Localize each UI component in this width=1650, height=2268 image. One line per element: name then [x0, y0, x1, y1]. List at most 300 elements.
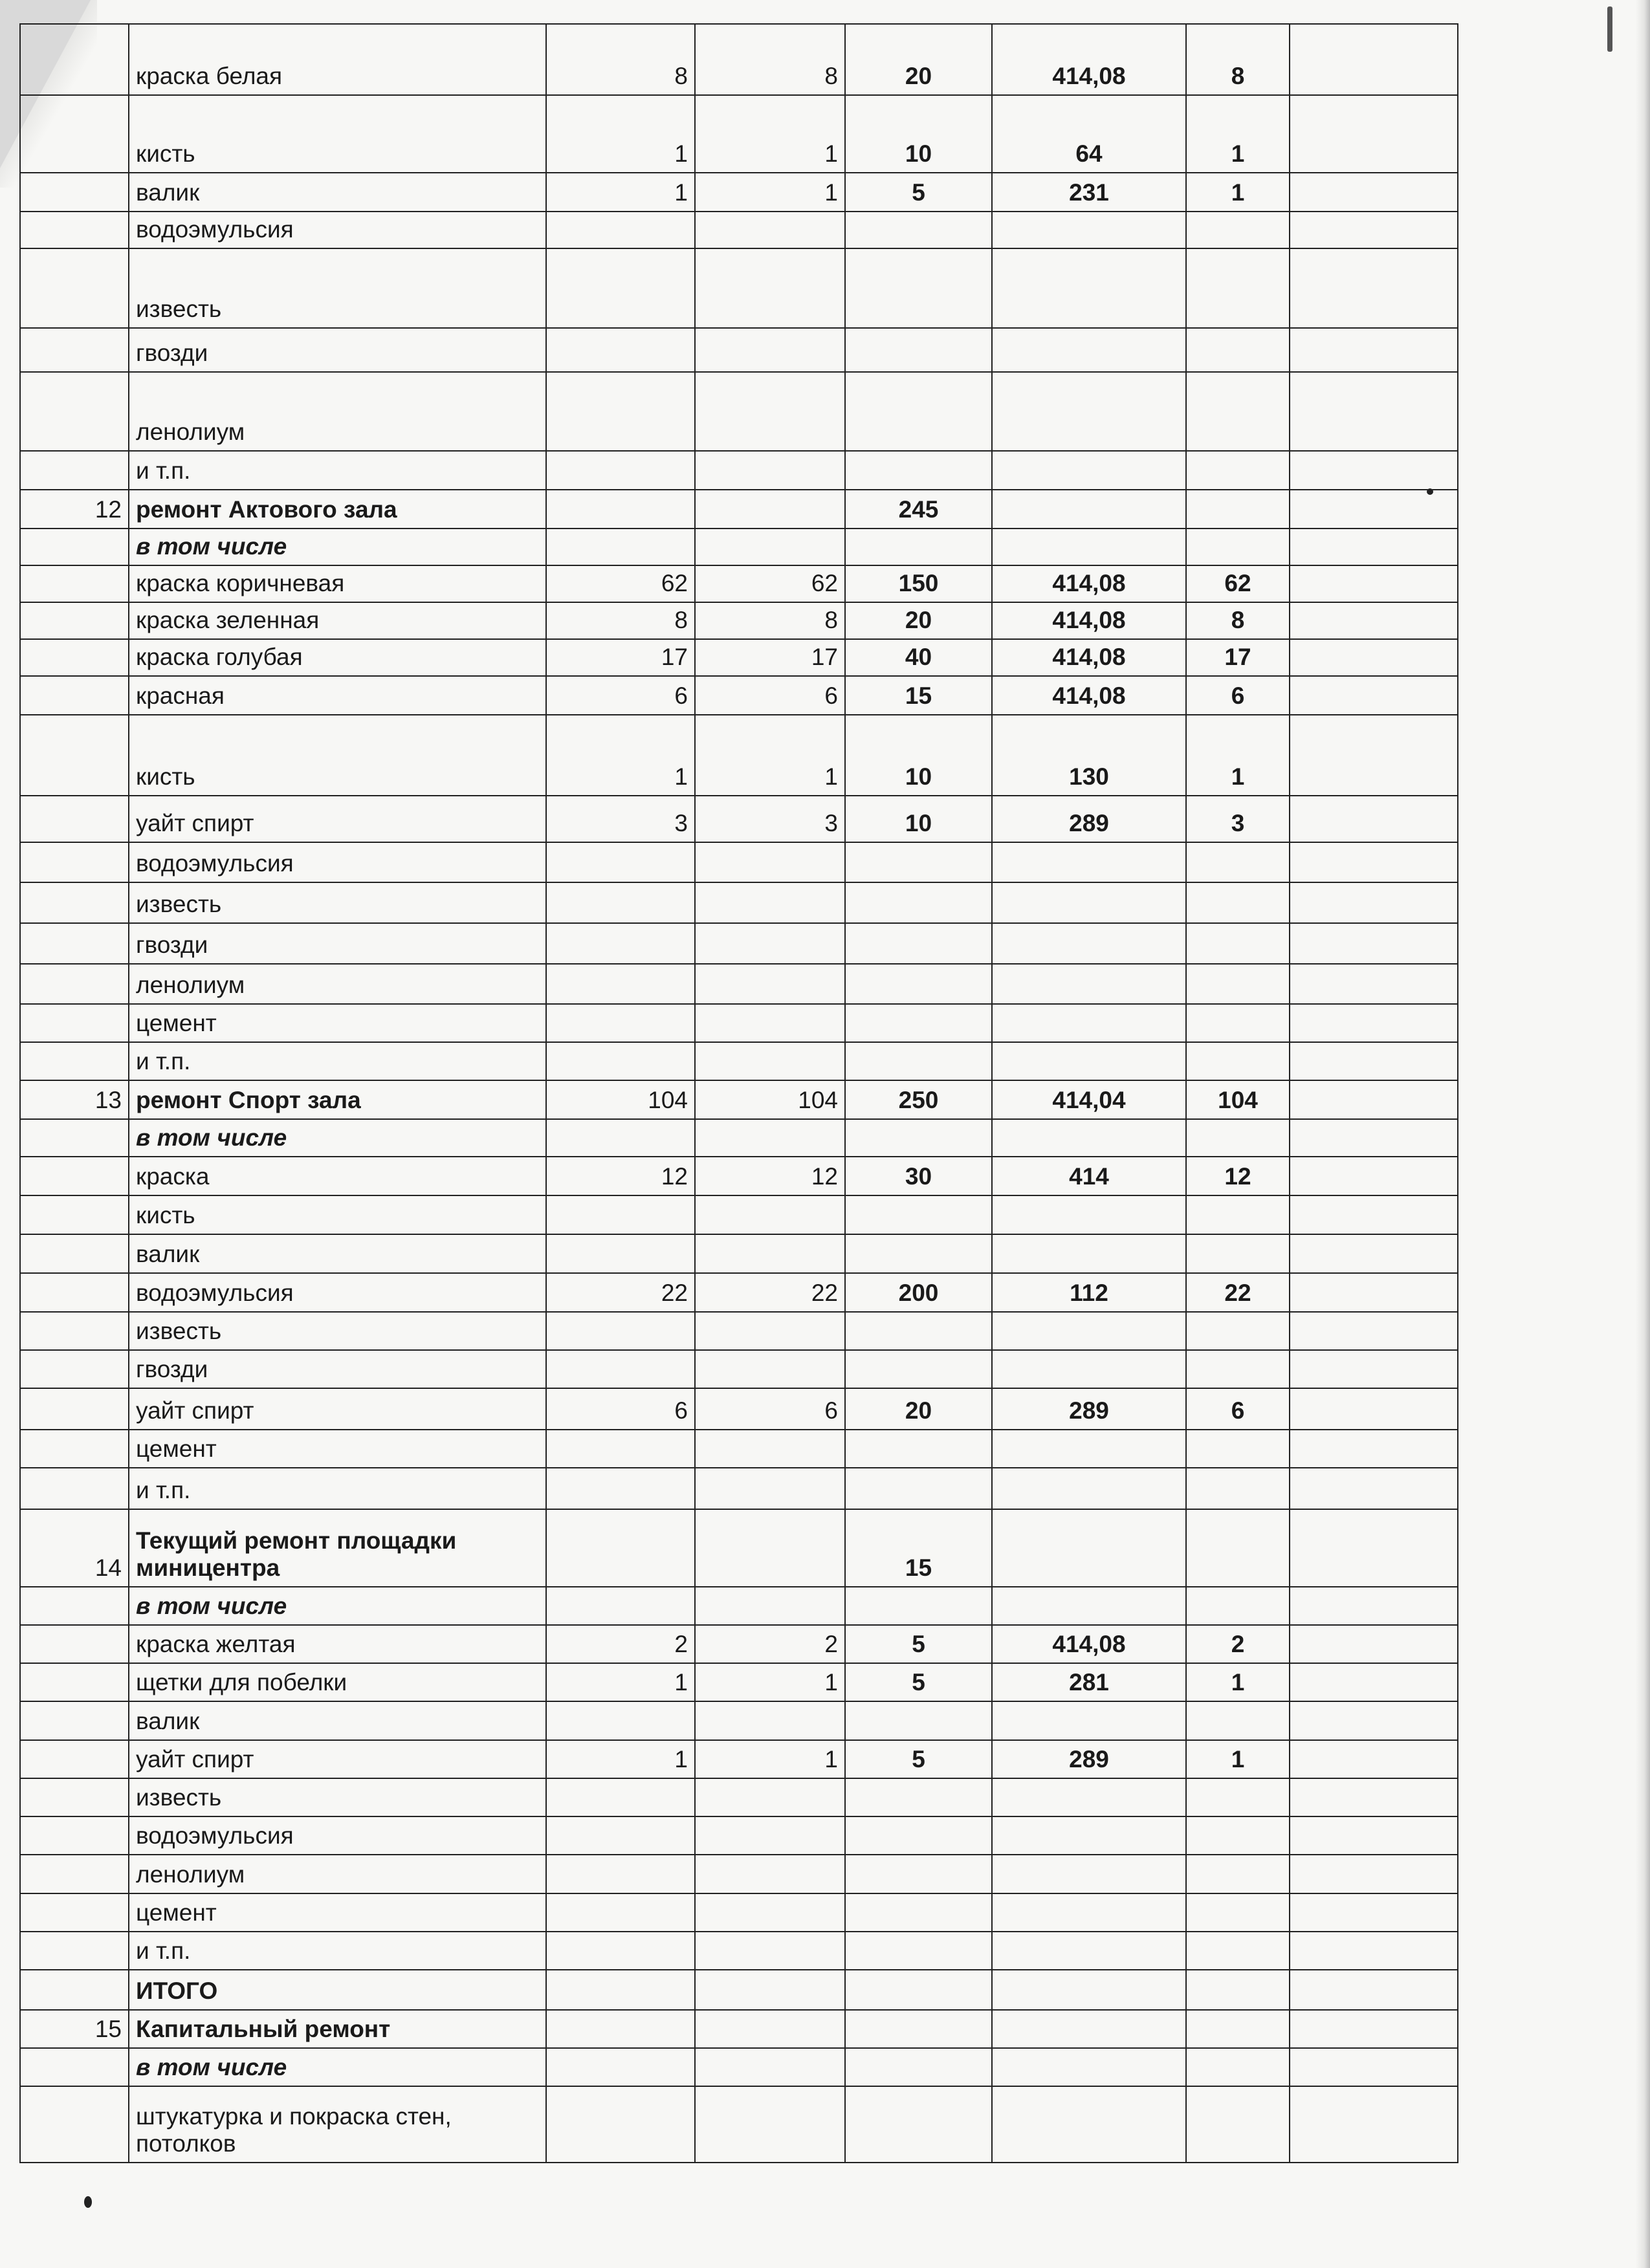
scan-edge — [1636, 0, 1650, 2268]
item-name: гвозди — [129, 328, 546, 372]
empty-cell — [1290, 95, 1458, 173]
table-row — [20, 796, 1458, 842]
section-title: ремонт Актового зала — [129, 490, 546, 529]
empty-cell — [1290, 1855, 1458, 1893]
table-row — [20, 1625, 1458, 1663]
empty-cell — [1290, 1970, 1458, 2010]
table-row — [20, 248, 1458, 328]
sum-value — [845, 1234, 992, 1273]
unit-price — [992, 1042, 1186, 1080]
row-number — [20, 1195, 129, 1234]
qty-actual — [695, 964, 845, 1004]
unit-price — [992, 490, 1186, 529]
item-name: кисть — [129, 1195, 546, 1234]
empty-cell — [1290, 923, 1458, 964]
empty-cell — [1290, 1195, 1458, 1234]
qty-issued: 2 — [1186, 1625, 1290, 1663]
empty-cell — [1290, 1273, 1458, 1312]
repair-materials-table — [19, 23, 1458, 2163]
row-number: 15 — [20, 2010, 129, 2048]
qty-planned — [546, 2010, 695, 2048]
unit-price: 112 — [992, 1273, 1186, 1312]
qty-issued — [1186, 1195, 1290, 1234]
table-row — [20, 1816, 1458, 1855]
sum-value — [845, 372, 992, 451]
table-row — [20, 565, 1458, 602]
item-name: и т.п. — [129, 451, 546, 490]
row-number — [20, 1430, 129, 1468]
item-name: цемент — [129, 1430, 546, 1468]
empty-cell — [1290, 1350, 1458, 1388]
sum-value — [845, 1195, 992, 1234]
table-row — [20, 1509, 1458, 1587]
qty-issued — [1186, 248, 1290, 328]
qty-actual — [695, 490, 845, 529]
item-name: красная — [129, 676, 546, 715]
qty-actual: 1 — [695, 1663, 845, 1701]
row-number — [20, 1350, 129, 1388]
qty-actual — [695, 1468, 845, 1509]
item-name: и т.п. — [129, 1042, 546, 1080]
unit-price — [992, 1004, 1186, 1042]
qty-issued — [1186, 1816, 1290, 1855]
unit-price — [992, 1893, 1186, 1932]
qty-issued — [1186, 964, 1290, 1004]
table-row — [20, 1234, 1458, 1273]
qty-actual: 8 — [695, 24, 845, 95]
qty-actual: 1 — [695, 95, 845, 173]
table-row — [20, 1080, 1458, 1119]
row-number — [20, 639, 129, 676]
empty-cell — [1290, 639, 1458, 676]
table-row — [20, 2048, 1458, 2086]
qty-planned — [546, 1195, 695, 1234]
qty-issued: 1 — [1186, 173, 1290, 212]
sum-value — [845, 1004, 992, 1042]
item-name: ленолиум — [129, 964, 546, 1004]
qty-planned — [546, 212, 695, 248]
empty-cell — [1290, 1816, 1458, 1855]
qty-actual: 1 — [695, 1740, 845, 1778]
qty-actual — [695, 1234, 845, 1273]
qty-issued — [1186, 490, 1290, 529]
item-name: известь — [129, 248, 546, 328]
qty-planned — [546, 451, 695, 490]
unit-price: 289 — [992, 1740, 1186, 1778]
qty-planned: 1 — [546, 1663, 695, 1701]
qty-planned — [546, 1312, 695, 1350]
table-row — [20, 1970, 1458, 2010]
empty-cell — [1290, 173, 1458, 212]
item-name: кисть — [129, 715, 546, 796]
sum-value: 250 — [845, 1080, 992, 1119]
sum-value: 5 — [845, 173, 992, 212]
sum-value: 20 — [845, 1388, 992, 1430]
item-name: кисть — [129, 95, 546, 173]
empty-cell — [1290, 676, 1458, 715]
row-number — [20, 1234, 129, 1273]
qty-actual — [695, 372, 845, 451]
sum-value: 40 — [845, 639, 992, 676]
table-row — [20, 923, 1458, 964]
item-name: гвозди — [129, 923, 546, 964]
sum-value — [845, 1893, 992, 1932]
qty-planned: 8 — [546, 602, 695, 639]
sum-value — [845, 1970, 992, 2010]
qty-actual — [695, 842, 845, 882]
empty-cell — [1290, 451, 1458, 490]
table-row — [20, 1701, 1458, 1740]
qty-actual: 12 — [695, 1157, 845, 1195]
table-body — [20, 24, 1458, 2163]
qty-planned — [546, 1119, 695, 1157]
table-row — [20, 1468, 1458, 1509]
table-row — [20, 1195, 1458, 1234]
qty-issued — [1186, 842, 1290, 882]
sum-value — [845, 1042, 992, 1080]
qty-planned — [546, 1970, 695, 2010]
unit-price — [992, 212, 1186, 248]
empty-cell — [1290, 248, 1458, 328]
qty-issued: 3 — [1186, 796, 1290, 842]
row-number — [20, 1740, 129, 1778]
table-row — [20, 328, 1458, 372]
qty-issued — [1186, 1855, 1290, 1893]
unit-price — [992, 882, 1186, 923]
empty-cell — [1290, 1119, 1458, 1157]
unit-price: 130 — [992, 715, 1186, 796]
sum-value — [845, 1312, 992, 1350]
sum-value: 10 — [845, 715, 992, 796]
row-number — [20, 602, 129, 639]
empty-cell — [1290, 565, 1458, 602]
empty-cell — [1290, 1778, 1458, 1816]
qty-planned: 6 — [546, 1388, 695, 1430]
empty-cell — [1290, 2086, 1458, 2163]
scan-speck — [84, 2196, 92, 2208]
item-name: водоэмульсия — [129, 842, 546, 882]
table-row — [20, 1388, 1458, 1430]
unit-price: 414,08 — [992, 602, 1186, 639]
empty-cell — [1290, 964, 1458, 1004]
empty-cell — [1290, 1004, 1458, 1042]
qty-planned — [546, 964, 695, 1004]
qty-actual — [695, 451, 845, 490]
qty-planned — [546, 1893, 695, 1932]
qty-planned — [546, 1816, 695, 1855]
qty-issued — [1186, 1468, 1290, 1509]
table-row — [20, 1273, 1458, 1312]
qty-actual — [695, 1855, 845, 1893]
qty-actual: 62 — [695, 565, 845, 602]
item-name: валик — [129, 1234, 546, 1273]
item-name: гвозди — [129, 1350, 546, 1388]
qty-actual: 6 — [695, 676, 845, 715]
qty-actual: 2 — [695, 1625, 845, 1663]
qty-issued — [1186, 1970, 1290, 2010]
unit-price — [992, 1119, 1186, 1157]
item-name: известь — [129, 882, 546, 923]
empty-cell — [1290, 1509, 1458, 1587]
row-number — [20, 1004, 129, 1042]
qty-issued — [1186, 1004, 1290, 1042]
empty-cell — [1290, 1701, 1458, 1740]
qty-actual — [695, 1932, 845, 1970]
qty-actual — [695, 2010, 845, 2048]
empty-cell — [1290, 1080, 1458, 1119]
qty-actual — [695, 1119, 845, 1157]
item-name: краска коричневая — [129, 565, 546, 602]
row-number — [20, 923, 129, 964]
qty-issued — [1186, 1587, 1290, 1625]
item-name: водоэмульсия — [129, 212, 546, 248]
table-row — [20, 212, 1458, 248]
qty-actual — [695, 248, 845, 328]
unit-price — [992, 2048, 1186, 2086]
qty-planned — [546, 1701, 695, 1740]
section-title: ИТОГО — [129, 1970, 546, 2010]
empty-cell — [1290, 715, 1458, 796]
row-number — [20, 2048, 129, 2086]
item-name: водоэмульсия — [129, 1273, 546, 1312]
sum-value — [845, 1932, 992, 1970]
row-number — [20, 1778, 129, 1816]
row-number: 13 — [20, 1080, 129, 1119]
subheading: в том числе — [129, 1587, 546, 1625]
subheading: в том числе — [129, 529, 546, 565]
qty-issued — [1186, 1234, 1290, 1273]
unit-price — [992, 1312, 1186, 1350]
qty-planned: 1 — [546, 95, 695, 173]
row-number: 12 — [20, 490, 129, 529]
unit-price: 281 — [992, 1663, 1186, 1701]
sum-value: 20 — [845, 24, 992, 95]
table-row — [20, 24, 1458, 95]
sum-value — [845, 923, 992, 964]
qty-actual — [695, 1587, 845, 1625]
table-row — [20, 639, 1458, 676]
table-row — [20, 1157, 1458, 1195]
qty-actual — [695, 2086, 845, 2163]
table-row — [20, 842, 1458, 882]
qty-issued: 62 — [1186, 565, 1290, 602]
empty-cell — [1290, 212, 1458, 248]
empty-cell — [1290, 1740, 1458, 1778]
sum-value — [845, 842, 992, 882]
qty-planned: 1 — [546, 715, 695, 796]
empty-cell — [1290, 882, 1458, 923]
qty-actual — [695, 1195, 845, 1234]
qty-issued — [1186, 328, 1290, 372]
empty-cell — [1290, 842, 1458, 882]
sum-value — [845, 451, 992, 490]
subheading: в том числе — [129, 1119, 546, 1157]
table-row — [20, 372, 1458, 451]
empty-cell — [1290, 1234, 1458, 1273]
table-row — [20, 173, 1458, 212]
unit-price: 414,08 — [992, 639, 1186, 676]
qty-planned: 104 — [546, 1080, 695, 1119]
row-number — [20, 1816, 129, 1855]
item-name: цемент — [129, 1893, 546, 1932]
unit-price: 289 — [992, 796, 1186, 842]
qty-planned: 8 — [546, 24, 695, 95]
qty-planned: 22 — [546, 1273, 695, 1312]
row-number — [20, 1855, 129, 1893]
sum-value — [845, 1587, 992, 1625]
qty-issued: 17 — [1186, 639, 1290, 676]
unit-price: 414 — [992, 1157, 1186, 1195]
qty-actual — [695, 1778, 845, 1816]
empty-cell — [1290, 328, 1458, 372]
qty-actual — [695, 328, 845, 372]
item-name: уайт спирт — [129, 1388, 546, 1430]
empty-cell — [1290, 1932, 1458, 1970]
qty-planned — [546, 882, 695, 923]
qty-planned — [546, 1855, 695, 1893]
qty-issued: 6 — [1186, 1388, 1290, 1430]
qty-actual — [695, 1701, 845, 1740]
unit-price — [992, 2086, 1186, 2163]
qty-issued: 1 — [1186, 1740, 1290, 1778]
empty-cell — [1290, 1430, 1458, 1468]
item-name: краска белая — [129, 24, 546, 95]
row-number — [20, 1468, 129, 1509]
item-name: водоэмульсия — [129, 1816, 546, 1855]
qty-issued: 22 — [1186, 1273, 1290, 1312]
qty-issued — [1186, 1509, 1290, 1587]
qty-planned: 1 — [546, 1740, 695, 1778]
qty-planned — [546, 1468, 695, 1509]
row-number — [20, 248, 129, 328]
qty-actual — [695, 882, 845, 923]
item-name: и т.п. — [129, 1468, 546, 1509]
row-number — [20, 1388, 129, 1430]
sum-value: 30 — [845, 1157, 992, 1195]
unit-price — [992, 923, 1186, 964]
qty-planned — [546, 328, 695, 372]
qty-planned: 12 — [546, 1157, 695, 1195]
qty-planned — [546, 842, 695, 882]
qty-issued — [1186, 212, 1290, 248]
qty-planned — [546, 1778, 695, 1816]
empty-cell — [1290, 529, 1458, 565]
row-number — [20, 796, 129, 842]
empty-cell — [1290, 1625, 1458, 1663]
row-number — [20, 328, 129, 372]
qty-actual — [695, 1893, 845, 1932]
qty-issued — [1186, 529, 1290, 565]
qty-actual — [695, 1312, 845, 1350]
empty-cell — [1290, 372, 1458, 451]
empty-cell — [1290, 796, 1458, 842]
unit-price: 414,08 — [992, 565, 1186, 602]
sum-value: 5 — [845, 1625, 992, 1663]
row-number — [20, 1701, 129, 1740]
section-title: ремонт Спорт зала — [129, 1080, 546, 1119]
unit-price — [992, 964, 1186, 1004]
sum-value: 10 — [845, 95, 992, 173]
item-name: валик — [129, 173, 546, 212]
empty-cell — [1290, 1587, 1458, 1625]
item-name: уайт спирт — [129, 796, 546, 842]
qty-planned — [546, 372, 695, 451]
sum-value — [845, 964, 992, 1004]
empty-cell — [1290, 490, 1458, 529]
qty-actual: 1 — [695, 173, 845, 212]
table-row — [20, 1932, 1458, 1970]
row-number — [20, 173, 129, 212]
row-number — [20, 24, 129, 95]
qty-actual: 6 — [695, 1388, 845, 1430]
empty-cell — [1290, 1893, 1458, 1932]
qty-actual: 22 — [695, 1273, 845, 1312]
table-row — [20, 2086, 1458, 2163]
unit-price — [992, 1195, 1186, 1234]
item-name: уайт спирт — [129, 1740, 546, 1778]
table-row — [20, 1004, 1458, 1042]
qty-actual: 104 — [695, 1080, 845, 1119]
empty-cell — [1290, 1468, 1458, 1509]
row-number — [20, 1970, 129, 2010]
sum-value: 15 — [845, 676, 992, 715]
qty-planned — [546, 1430, 695, 1468]
qty-issued — [1186, 372, 1290, 451]
unit-price: 64 — [992, 95, 1186, 173]
qty-actual: 3 — [695, 796, 845, 842]
qty-planned — [546, 1042, 695, 1080]
qty-actual — [695, 1004, 845, 1042]
sum-value — [845, 248, 992, 328]
qty-actual — [695, 1816, 845, 1855]
qty-issued: 104 — [1186, 1080, 1290, 1119]
table-row — [20, 676, 1458, 715]
row-number — [20, 451, 129, 490]
unit-price — [992, 1350, 1186, 1388]
unit-price — [992, 1234, 1186, 1273]
sum-value — [845, 1119, 992, 1157]
qty-actual — [695, 1509, 845, 1587]
item-name: известь — [129, 1778, 546, 1816]
table-row — [20, 95, 1458, 173]
unit-price — [992, 1970, 1186, 2010]
empty-cell — [1290, 24, 1458, 95]
unit-price — [992, 1932, 1186, 1970]
qty-planned: 62 — [546, 565, 695, 602]
row-number — [20, 2086, 129, 2163]
qty-planned — [546, 1509, 695, 1587]
table-row — [20, 1350, 1458, 1388]
qty-actual — [695, 2048, 845, 2086]
unit-price — [992, 1855, 1186, 1893]
sum-value — [845, 1778, 992, 1816]
row-number — [20, 212, 129, 248]
unit-price — [992, 328, 1186, 372]
table-row — [20, 490, 1458, 529]
unit-price — [992, 248, 1186, 328]
qty-issued: 8 — [1186, 602, 1290, 639]
row-number — [20, 715, 129, 796]
sum-value — [845, 328, 992, 372]
unit-price — [992, 1778, 1186, 1816]
qty-planned: 17 — [546, 639, 695, 676]
unit-price — [992, 2010, 1186, 2048]
row-number — [20, 1625, 129, 1663]
row-number — [20, 372, 129, 451]
sum-value — [845, 882, 992, 923]
sum-value: 20 — [845, 602, 992, 639]
empty-cell — [1290, 1388, 1458, 1430]
